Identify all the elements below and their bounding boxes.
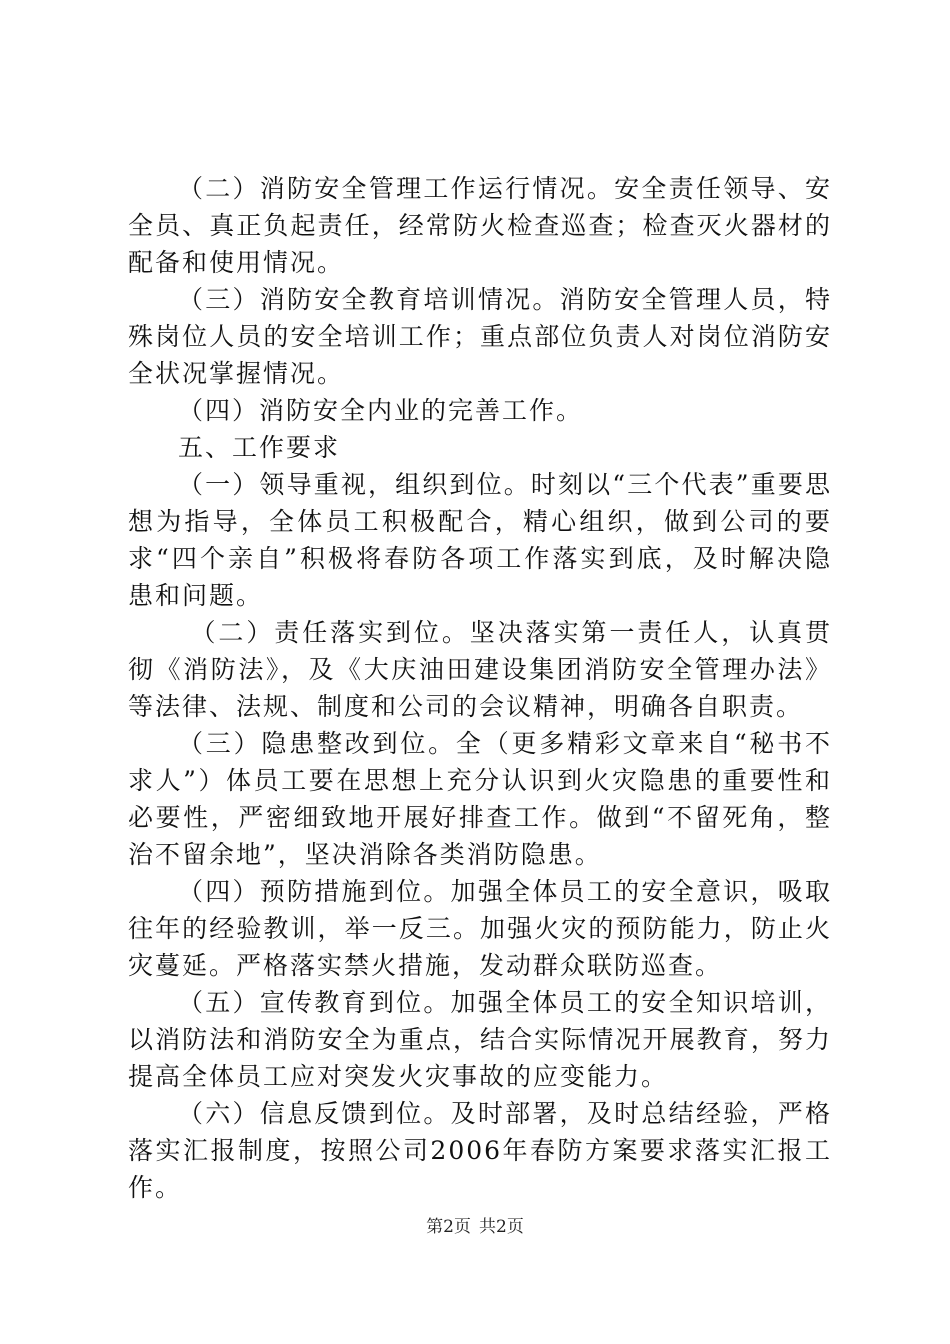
paragraph-responsibility: （二）责任落实到位。坚决落实第一责任人，认真贯彻《消防法》，及《大庆油田建设集团消防安全管理办法》等法律、法规、制度和公司的会议精神，明确各自职责。 bbox=[128, 618, 832, 721]
section-heading-requirements: 五、工作要求 bbox=[178, 433, 341, 462]
page-footer bbox=[0, 1212, 950, 1237]
paragraph-prevention-measures: （四）预防措施到位。加强全体员工的安全意识，吸取往年的经验教训，举一反三。加强火灾的预防能力，防止火灾蔓延。严格落实禁火措施，发动群众联防巡查。 bbox=[128, 877, 832, 980]
paragraph-internal-work: （四）消防安全内业的完善工作。 bbox=[178, 396, 584, 425]
paragraph-leadership: （一）领导重视，组织到位。时刻以“三个代表”重要思想为指导，全体员工积极配合，精心组织，做到公司的要求“四个亲自”积极将春防各项工作落实到底，及时解决隐患和问题。 bbox=[128, 470, 832, 610]
document-body bbox=[128, 170, 832, 1206]
page-total: 共2页 bbox=[479, 1217, 524, 1237]
page-number: 第2页 bbox=[426, 1217, 471, 1237]
paragraph-publicity-education: （五）宣传教育到位。加强全体员工的安全知识培训，以消防法和消防安全为重点，结合实际情况开展教育，努力提高全体员工应对突发火灾事故的应变能力。 bbox=[128, 988, 832, 1091]
paragraph-fire-management-operation: （二）消防安全管理工作运行情况。安全责任领导、安全员、真正负起责任，经常防火检查巡查；检查灭火器材的配备和使用情况。 bbox=[128, 174, 832, 277]
paragraph-feedback: （六）信息反馈到位。及时部署，及时总结经验，严格落实汇报制度，按照公司2006年春防方案要求落实汇报工作。 bbox=[128, 1099, 832, 1202]
paragraph-hazard-rectification: （三）隐患整改到位。全（更多精彩文章来自“秘书不求人”）体员工要在思想上充分认识到火灾隐患的重要性和必要性，严密细致地开展好排查工作。做到“不留死角，整治不留余地”，坚决消除各类消防隐患。 bbox=[128, 729, 832, 869]
paragraph-fire-training: （三）消防安全教育培训情况。消防安全管理人员，特殊岗位人员的安全培训工作；重点部位负责人对岗位消防安全状况掌握情况。 bbox=[128, 285, 832, 388]
